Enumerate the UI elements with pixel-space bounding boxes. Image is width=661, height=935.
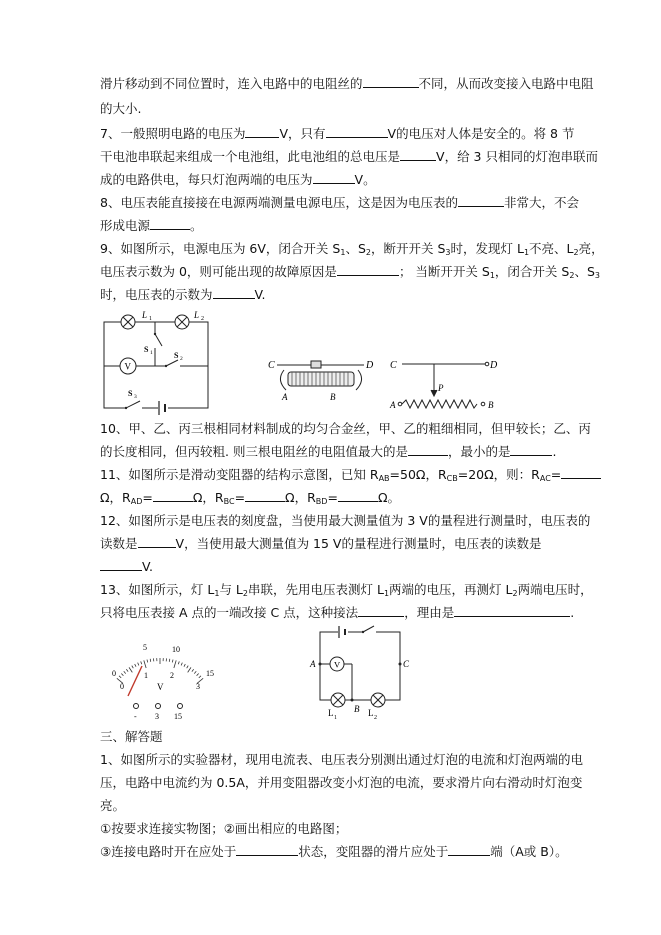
text-line (100, 171, 376, 189)
text-line (100, 843, 568, 861)
rheostat-structure-figure (266, 356, 378, 402)
text-line (100, 535, 541, 553)
subscript: 1 (489, 271, 495, 280)
dial-label-5: 5 (143, 643, 147, 652)
section-heading (100, 728, 163, 746)
text: 不同，从而改变接入电路中电阻 (418, 76, 594, 91)
text: 12、如图所示是电压表的刻度盘，当使用最大测量值为 3 V的量程进行测量时，电压表的 (100, 513, 591, 528)
question-8 (100, 194, 579, 212)
subscript: CB (446, 474, 458, 483)
text: ③连接电路时开在应处于 (100, 844, 237, 859)
subscript: 1 (214, 589, 220, 598)
label-s2: S (174, 351, 179, 360)
dial-tick (169, 659, 170, 662)
text-line (100, 443, 556, 461)
dial-tick (119, 676, 121, 678)
dial-label-0: 0 (112, 669, 116, 678)
dial-tick (178, 661, 179, 664)
text: V的电压对人体是安全的。将 8 节 (387, 126, 575, 141)
dial-scale (117, 658, 203, 683)
label-b: B (330, 392, 336, 402)
text: ①按要求连接实物图；②画出相应的电路图； (100, 821, 348, 836)
subscript: 2 (242, 589, 248, 598)
text: 13、如图所示，灯 L (100, 582, 215, 597)
subscript: 2 (569, 271, 575, 280)
dial-tick (126, 669, 128, 671)
text: 的大小. (100, 101, 142, 116)
answer-question-1 (100, 751, 583, 769)
dial-label-1-inner: 1 (144, 671, 148, 680)
dial-label-10: 10 (172, 645, 180, 654)
text: = (550, 467, 562, 482)
text-line (100, 489, 400, 511)
lamp-l1-icon (121, 315, 135, 329)
lamp-l2-icon (175, 315, 189, 329)
terminal-minus-icon (134, 704, 139, 709)
text: =50Ω，R (389, 467, 447, 482)
text: . (552, 444, 557, 459)
subscript: AC (539, 474, 551, 483)
text: 三、解答题 (100, 729, 163, 744)
text: 、S (345, 241, 366, 256)
text: = (234, 490, 246, 505)
dial-tick (144, 660, 146, 668)
text: 电压表示数为 0，则可能出现的故障原因是 (100, 264, 337, 279)
label-c: C (403, 659, 410, 669)
dial-tick (172, 660, 173, 663)
label-s1: S (144, 345, 149, 354)
terminal-15-icon (178, 704, 183, 709)
circuit-diagram-q9 (98, 308, 214, 416)
text: V，给 3 只相同的灯泡串联而 (436, 149, 598, 164)
subscript: 3 (445, 248, 451, 257)
subscript: BC (223, 497, 235, 506)
answer-blank[interactable] (363, 75, 419, 88)
answer-blank[interactable] (153, 489, 193, 502)
subscript: BD (315, 497, 328, 506)
answer-blank[interactable] (236, 843, 298, 856)
voltmeter-icon (330, 657, 344, 671)
dial-tick (150, 659, 151, 662)
text: 形成电源 (100, 218, 151, 233)
subscript: 2 (573, 248, 579, 257)
answer-blank[interactable] (245, 489, 285, 502)
subscript: 2 (512, 589, 518, 598)
text: 10、甲、乙、丙三根相同材料制成的均匀合金丝，甲、乙的粗细相同，但甲较长；乙、丙 (100, 421, 591, 436)
label-c: C (390, 360, 397, 371)
answer-blank[interactable] (245, 125, 279, 138)
answer-blank[interactable] (313, 171, 355, 184)
dial-tick (129, 667, 132, 672)
text: ，闭合开关 S (494, 264, 570, 279)
dial-tick (197, 674, 199, 676)
text: 两端的电压，再测灯 L (389, 582, 513, 597)
dial-label-15: 15 (206, 669, 214, 678)
label-s3: S (128, 389, 133, 398)
text: 亮。 (100, 798, 126, 813)
dial-tick (147, 660, 148, 663)
terminal-minus-label: - (134, 712, 137, 721)
resistor-wire-icon (402, 400, 477, 408)
text: V，只有 (279, 126, 326, 141)
answer-blank[interactable] (408, 443, 448, 456)
text: 非常大，不会 (503, 195, 579, 210)
answer-blank[interactable] (561, 466, 601, 479)
dial-tick (194, 671, 196, 673)
dial-label-2-inner: 2 (170, 671, 174, 680)
answer-blank[interactable] (448, 843, 490, 856)
text: . (570, 605, 575, 620)
text: 压，电路中电流约为 0.5A，并用变阻器改变小灯泡的电流，要求滑片向右滑动时灯泡变 (100, 775, 583, 790)
dial-label-0-inner: 0 (120, 682, 124, 691)
voltmeter-icon (120, 358, 136, 374)
rheostat-schematic-figure (388, 356, 508, 412)
subscript: 1 (523, 248, 530, 257)
switch-s1-icon (155, 334, 162, 346)
answer-blank[interactable] (100, 558, 142, 571)
voltmeter-dial-figure (100, 636, 224, 722)
subscript: 1 (340, 248, 346, 257)
label-a: A (282, 392, 288, 402)
text: 与 L (219, 582, 243, 597)
answer-blank[interactable] (138, 535, 176, 548)
question-7 (100, 125, 574, 143)
question-10 (100, 420, 591, 438)
subscript: AB (378, 474, 390, 483)
dial-needle-icon (128, 666, 142, 696)
text-line (100, 797, 125, 815)
label-a: A (390, 400, 396, 410)
text: 7、一般照明电路的电压为 (100, 126, 246, 141)
label-s1-sub: 1 (150, 350, 153, 356)
text: 时，电压表的示数为 (100, 287, 213, 302)
lamp-l2-icon (371, 693, 385, 707)
text: Ω，R (285, 490, 316, 505)
text: = (327, 490, 338, 505)
dial-tick (199, 676, 201, 678)
voltmeter-label: V (334, 659, 341, 670)
text: 两端电压时， (517, 582, 593, 597)
dial-tick (184, 664, 185, 667)
text: = (142, 490, 153, 505)
text: 11、如图所示是滑动变阻器的结构示意图，已知 R (100, 467, 379, 482)
label-b: B (488, 400, 494, 410)
text: 8、电压表能直接接在电源两端测量电源电压，这是因为电压表的 (100, 195, 458, 210)
dial-label-3-inner: 3 (196, 682, 200, 691)
coil-icon (288, 372, 354, 386)
text-line (100, 820, 347, 838)
dial-tick (138, 663, 139, 666)
label-l1-sub: 1 (149, 316, 152, 322)
answer-blank[interactable] (400, 148, 436, 161)
text: 读数是 (100, 536, 138, 551)
text: 干电池串联起来组成一个电池组，此电池组的总电压是 (100, 149, 401, 164)
text-line (100, 217, 203, 235)
text-line (100, 75, 594, 93)
answer-blank[interactable] (510, 443, 552, 456)
label-s3-sub: 3 (134, 394, 137, 400)
text-line (100, 604, 574, 622)
answer-blank[interactable] (213, 286, 255, 299)
dial-tick (187, 666, 189, 669)
label-p: P (438, 383, 444, 393)
text: 亮， (578, 241, 604, 256)
label-l2-sub: 2 (201, 316, 204, 322)
text: ，理由是 (404, 605, 455, 620)
dial-tick (121, 674, 123, 676)
label-b: B (354, 704, 360, 714)
text-line (100, 100, 141, 118)
text: 。 (190, 218, 203, 233)
text: 串联，先用电压表测灯 L (247, 582, 384, 597)
answer-blank[interactable] (337, 263, 399, 276)
text: V. (254, 287, 266, 302)
text-line (100, 148, 598, 166)
text: Ω。 (377, 490, 400, 505)
label-l1: L (142, 310, 148, 320)
subscript: 2 (365, 248, 371, 257)
label-s2-sub: 2 (180, 356, 183, 362)
dial-unit-label: V (157, 682, 164, 692)
answer-blank[interactable] (458, 194, 504, 207)
answer-blank[interactable] (338, 489, 378, 502)
text: 不亮、L (529, 241, 574, 256)
subscript: AD (130, 497, 143, 506)
label-c: C (268, 360, 275, 371)
text: V。 (354, 172, 376, 187)
answer-blank[interactable] (358, 604, 404, 617)
text: 、S (574, 264, 595, 279)
label-l1-sub: 1 (334, 715, 337, 720)
answer-blank[interactable] (454, 604, 570, 617)
text: =20Ω，则：R (457, 467, 540, 482)
circuit-diagram-q13 (308, 624, 414, 720)
text: ，最小的是 (447, 444, 511, 459)
dial-tick (141, 661, 142, 664)
text: 时，发现灯 L (450, 241, 524, 256)
terminal-3-icon (156, 704, 161, 709)
dial-tick (174, 660, 176, 668)
text: V，当使用最大测量值为 15 V的量程进行测量时，电压表的读数是 (175, 536, 542, 551)
text-line (100, 558, 153, 576)
dial-tick (181, 663, 182, 666)
text: 的长度相同，但丙较粗. 则三根电阻丝的电阻值最大的是 (100, 444, 408, 459)
dial-tick (135, 664, 136, 667)
text: 成的电路供电，每只灯泡两端的电压为 (100, 172, 313, 187)
text-line (100, 263, 600, 285)
subscript: 3 (594, 271, 600, 280)
slider-p-icon (311, 361, 321, 368)
text: 状态，变阻器的滑片应处于 (298, 844, 449, 859)
dial-tick (188, 667, 191, 672)
label-l2: L (368, 708, 374, 718)
voltmeter-label: V (124, 361, 131, 372)
text: 1、如图所示的实验器材，现用电流表、电压表分别测出通过灯泡的电流和灯泡两端的电 (100, 752, 583, 767)
text-line (100, 286, 265, 304)
label-l2-sub: 2 (374, 715, 377, 720)
text: ； 当断开开关 S (398, 264, 490, 279)
text: ，断开开关 S (370, 241, 446, 256)
terminal-3-label: 3 (155, 712, 159, 721)
question-9 (100, 240, 604, 262)
answer-blank[interactable] (326, 125, 388, 138)
question-13 (100, 581, 593, 603)
question-11 (100, 466, 601, 488)
subscript: 1 (383, 589, 390, 598)
text: Ω，R (192, 490, 224, 505)
text: V. (142, 559, 153, 574)
text: 滑片移动到不同位置时，连入电路中的电阻丝的 (100, 76, 363, 91)
question-12 (100, 512, 590, 530)
label-l2: L (194, 310, 200, 320)
dial-tick (132, 666, 134, 669)
terminal-15-label: 15 (174, 712, 182, 721)
text: 端（A或 B）。 (490, 844, 568, 859)
text-line (100, 774, 582, 792)
label-d: D (490, 360, 498, 371)
answer-blank[interactable] (150, 217, 190, 230)
label-l1: L (328, 708, 334, 718)
label-a: A (310, 659, 316, 669)
text: 9、如图所示，电源电压为 6V，闭合开关 S (100, 241, 341, 256)
dial-tick (124, 671, 126, 673)
lamp-l1-icon (331, 693, 345, 707)
text: 只将电压表接 A 点的一端改接 C 点，这种接法 (100, 605, 359, 620)
text: Ω，R (100, 490, 131, 505)
dial-tick (192, 669, 194, 671)
label-d: D (366, 360, 374, 371)
